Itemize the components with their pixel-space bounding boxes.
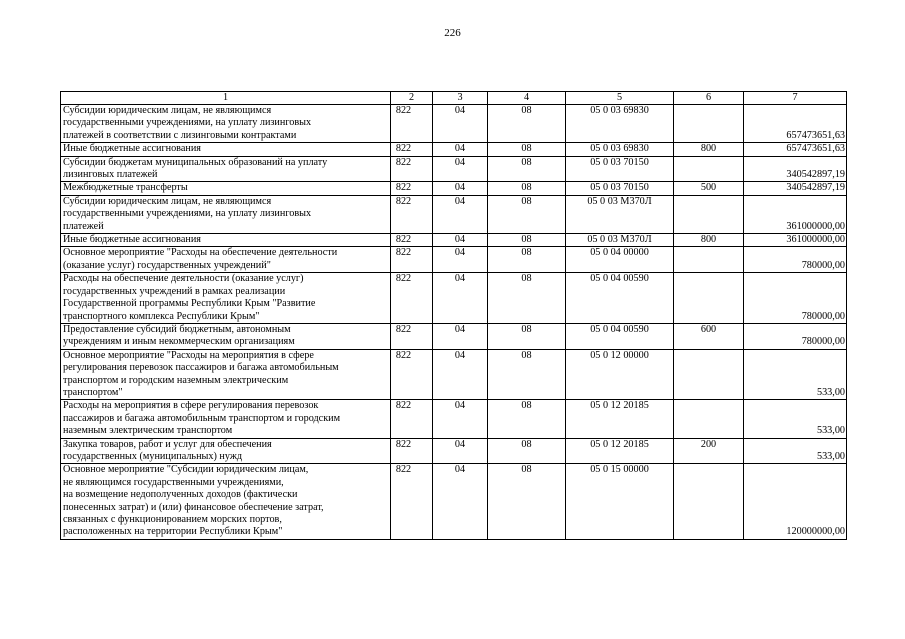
target-article-code: 05 0 04 00000: [566, 247, 674, 273]
expense-name-line: Межбюджетные трансферты: [63, 182, 188, 194]
header-cell-7: 7: [744, 92, 847, 105]
expense-type-code: 200: [674, 438, 744, 464]
ministry-code: 822: [391, 400, 433, 438]
table-row: [61, 273, 847, 324]
expense-name-line: государственными учреждениями, на уплату лизинговых: [63, 117, 312, 129]
expense-name-line: Закупка товаров, работ и услуг для обеспечения: [63, 438, 272, 450]
expense-name-line: пассажиров и багажа автомобильным транспортом и городским: [63, 412, 341, 424]
expense-type-code: [674, 273, 744, 324]
header-row: [61, 92, 847, 105]
table-row: [61, 247, 847, 273]
amount: 340542897,19: [744, 182, 847, 195]
subsection-code: 08: [488, 195, 566, 233]
expense-name-line: связанных с функционированием морских портов,: [63, 514, 282, 525]
ministry-code: 822: [391, 156, 433, 182]
page-number: 226: [444, 27, 461, 39]
section-code: 04: [433, 349, 488, 400]
target-article-code: 05 0 15 00000: [566, 464, 674, 539]
header-cell-5: 5: [566, 92, 674, 105]
expense-name-line: Расходы на обеспечение деятельности (оказание услуг): [63, 273, 304, 285]
expense-type-code: 800: [674, 234, 744, 247]
section-code: 04: [433, 234, 488, 247]
expense-name-line: учреждениям и иным некоммерческим организациям: [63, 336, 295, 348]
amount: 780000,00: [744, 247, 847, 273]
table-row: [61, 143, 847, 156]
expense-name: [61, 105, 391, 143]
expense-name-line: Субсидии юридическим лицам, не являющимся: [63, 195, 272, 207]
target-article-code: 05 0 04 00590: [566, 323, 674, 349]
subsection-code: 08: [488, 464, 566, 539]
expense-name-line: (оказание услуг) государственных учреждений": [63, 259, 271, 271]
expense-name-line: платежей в соответствии с лизинговыми контрактами: [63, 129, 297, 141]
expense-name-line: Основное мероприятие "Субсидии юридическим лицам,: [63, 464, 309, 476]
subsection-code: 08: [488, 273, 566, 324]
amount: 340542897,19: [744, 156, 847, 182]
ministry-code: 822: [391, 143, 433, 156]
subsection-code: 08: [488, 156, 566, 182]
expense-name-line: транспортом": [63, 386, 123, 398]
expense-type-code: [674, 464, 744, 539]
amount: 780000,00: [744, 323, 847, 349]
ministry-code: 822: [391, 323, 433, 349]
ministry-code: 822: [391, 349, 433, 400]
table-row: [61, 195, 847, 233]
header-cell-2: 2: [391, 92, 433, 105]
target-article-code: 05 0 03 70150: [566, 182, 674, 195]
amount: 780000,00: [744, 273, 847, 324]
section-code: 04: [433, 195, 488, 233]
expense-name-line: на возмещение недополученных доходов (фактически: [63, 489, 298, 501]
amount: 120000000,00: [744, 464, 847, 539]
expense-name-line: расположенных на территории Республики Крым": [63, 526, 283, 538]
expense-name-line: транспортом и городским наземным электрическим: [63, 374, 289, 386]
expense-name-line: платежей: [63, 220, 104, 232]
table-row: [61, 323, 847, 349]
expense-name: [61, 156, 391, 182]
budget-table: [60, 91, 847, 540]
target-article-code: 05 0 04 00590: [566, 273, 674, 324]
amount: 533,00: [744, 349, 847, 400]
target-article-code: 05 0 03 69830: [566, 105, 674, 143]
expense-type-code: [674, 400, 744, 438]
amount: 361000000,00: [744, 234, 847, 247]
expense-name-line: государственных учреждений в рамках реализации: [63, 285, 286, 297]
table-row: [61, 182, 847, 195]
expense-name-line: Иные бюджетные ассигнования: [63, 234, 201, 246]
target-article-code: 05 0 12 20185: [566, 400, 674, 438]
subsection-code: 08: [488, 182, 566, 195]
expense-type-code: [674, 349, 744, 400]
expense-name-line: Предоставление субсидий бюджетным, автономным: [63, 323, 291, 335]
expense-type-code: 600: [674, 323, 744, 349]
ministry-code: 822: [391, 273, 433, 324]
expense-name: [61, 464, 391, 539]
expense-name: [61, 234, 391, 247]
ministry-code: 822: [391, 105, 433, 143]
expense-type-code: [674, 195, 744, 233]
expense-name-line: Субсидии бюджетам муниципальных образований на уплату: [63, 156, 328, 168]
expense-name-line: государственных (муниципальных) нужд: [63, 450, 243, 462]
expense-name: [61, 349, 391, 400]
section-code: 04: [433, 105, 488, 143]
section-code: 04: [433, 143, 488, 156]
section-code: 04: [433, 438, 488, 464]
expense-name-line: Иные бюджетные ассигнования: [63, 143, 201, 155]
expense-name-line: Субсидии юридическим лицам, не являющимся: [63, 105, 272, 116]
expense-name: [61, 438, 391, 464]
header-cell-3: 3: [433, 92, 488, 105]
section-code: 04: [433, 273, 488, 324]
expense-type-code: [674, 247, 744, 273]
subsection-code: 08: [488, 323, 566, 349]
expense-name-line: понесенных затрат) и (или) финансовое обеспечение затрат,: [63, 501, 324, 513]
subsection-code: 08: [488, 234, 566, 247]
table-row: [61, 234, 847, 247]
amount: 533,00: [744, 400, 847, 438]
ministry-code: 822: [391, 195, 433, 233]
expense-name-line: транспортного комплекса Республики Крым": [63, 310, 260, 322]
section-code: 04: [433, 400, 488, 438]
ministry-code: 822: [391, 464, 433, 539]
expense-name: [61, 182, 391, 195]
section-code: 04: [433, 156, 488, 182]
expense-name-line: Основное мероприятие "Расходы на мероприятия в сфере: [63, 349, 314, 361]
subsection-code: 08: [488, 438, 566, 464]
amount: 361000000,00: [744, 195, 847, 233]
table-row: [61, 400, 847, 438]
target-article-code: 05 0 03 М370Л: [566, 234, 674, 247]
target-article-code: 05 0 12 00000: [566, 349, 674, 400]
header-cell-6: 6: [674, 92, 744, 105]
expense-type-code: 800: [674, 143, 744, 156]
expense-name-line: Государственной программы Республики Крым "Развитие: [63, 298, 316, 310]
expense-name: [61, 247, 391, 273]
table-row: [61, 464, 847, 539]
ministry-code: 822: [391, 438, 433, 464]
subsection-code: 08: [488, 143, 566, 156]
expense-type-code: [674, 105, 744, 143]
table-row: [61, 105, 847, 143]
expense-name: [61, 143, 391, 156]
target-article-code: 05 0 03 69830: [566, 143, 674, 156]
section-code: 04: [433, 323, 488, 349]
table-row: [61, 156, 847, 182]
target-article-code: 05 0 03 70150: [566, 156, 674, 182]
amount: 657473651,63: [744, 143, 847, 156]
table-row: [61, 438, 847, 464]
expense-name-line: Основное мероприятие "Расходы на обеспечение деятельности: [63, 247, 338, 259]
ministry-code: 822: [391, 247, 433, 273]
expense-name-line: наземным электрическим транспортом: [63, 425, 233, 437]
subsection-code: 08: [488, 247, 566, 273]
amount: 533,00: [744, 438, 847, 464]
expense-name-line: не являющимся государственными учреждениями,: [63, 476, 284, 488]
header-cell-1: 1: [61, 92, 391, 105]
subsection-code: 08: [488, 105, 566, 143]
expense-type-code: 500: [674, 182, 744, 195]
ministry-code: 822: [391, 182, 433, 195]
section-code: 04: [433, 182, 488, 195]
expense-name: [61, 400, 391, 438]
amount: 657473651,63: [744, 105, 847, 143]
subsection-code: 08: [488, 400, 566, 438]
target-article-code: 05 0 03 М370Л: [566, 195, 674, 233]
expense-type-code: [674, 156, 744, 182]
ministry-code: 822: [391, 234, 433, 247]
target-article-code: 05 0 12 20185: [566, 438, 674, 464]
section-code: 04: [433, 247, 488, 273]
expense-name: [61, 323, 391, 349]
section-code: 04: [433, 464, 488, 539]
expense-name-line: государственными учреждениями, на уплату лизинговых: [63, 208, 312, 220]
expense-name-line: Расходы на мероприятия в сфере регулирования перевозок: [63, 400, 319, 412]
expense-name-line: регулирования перевозок пассажиров и багажа автомобильным: [63, 362, 339, 374]
table-row: [61, 349, 847, 400]
expense-name-line: лизинговых платежей: [63, 169, 158, 181]
expense-name: [61, 273, 391, 324]
header-cell-4: 4: [488, 92, 566, 105]
expense-name: [61, 195, 391, 233]
subsection-code: 08: [488, 349, 566, 400]
